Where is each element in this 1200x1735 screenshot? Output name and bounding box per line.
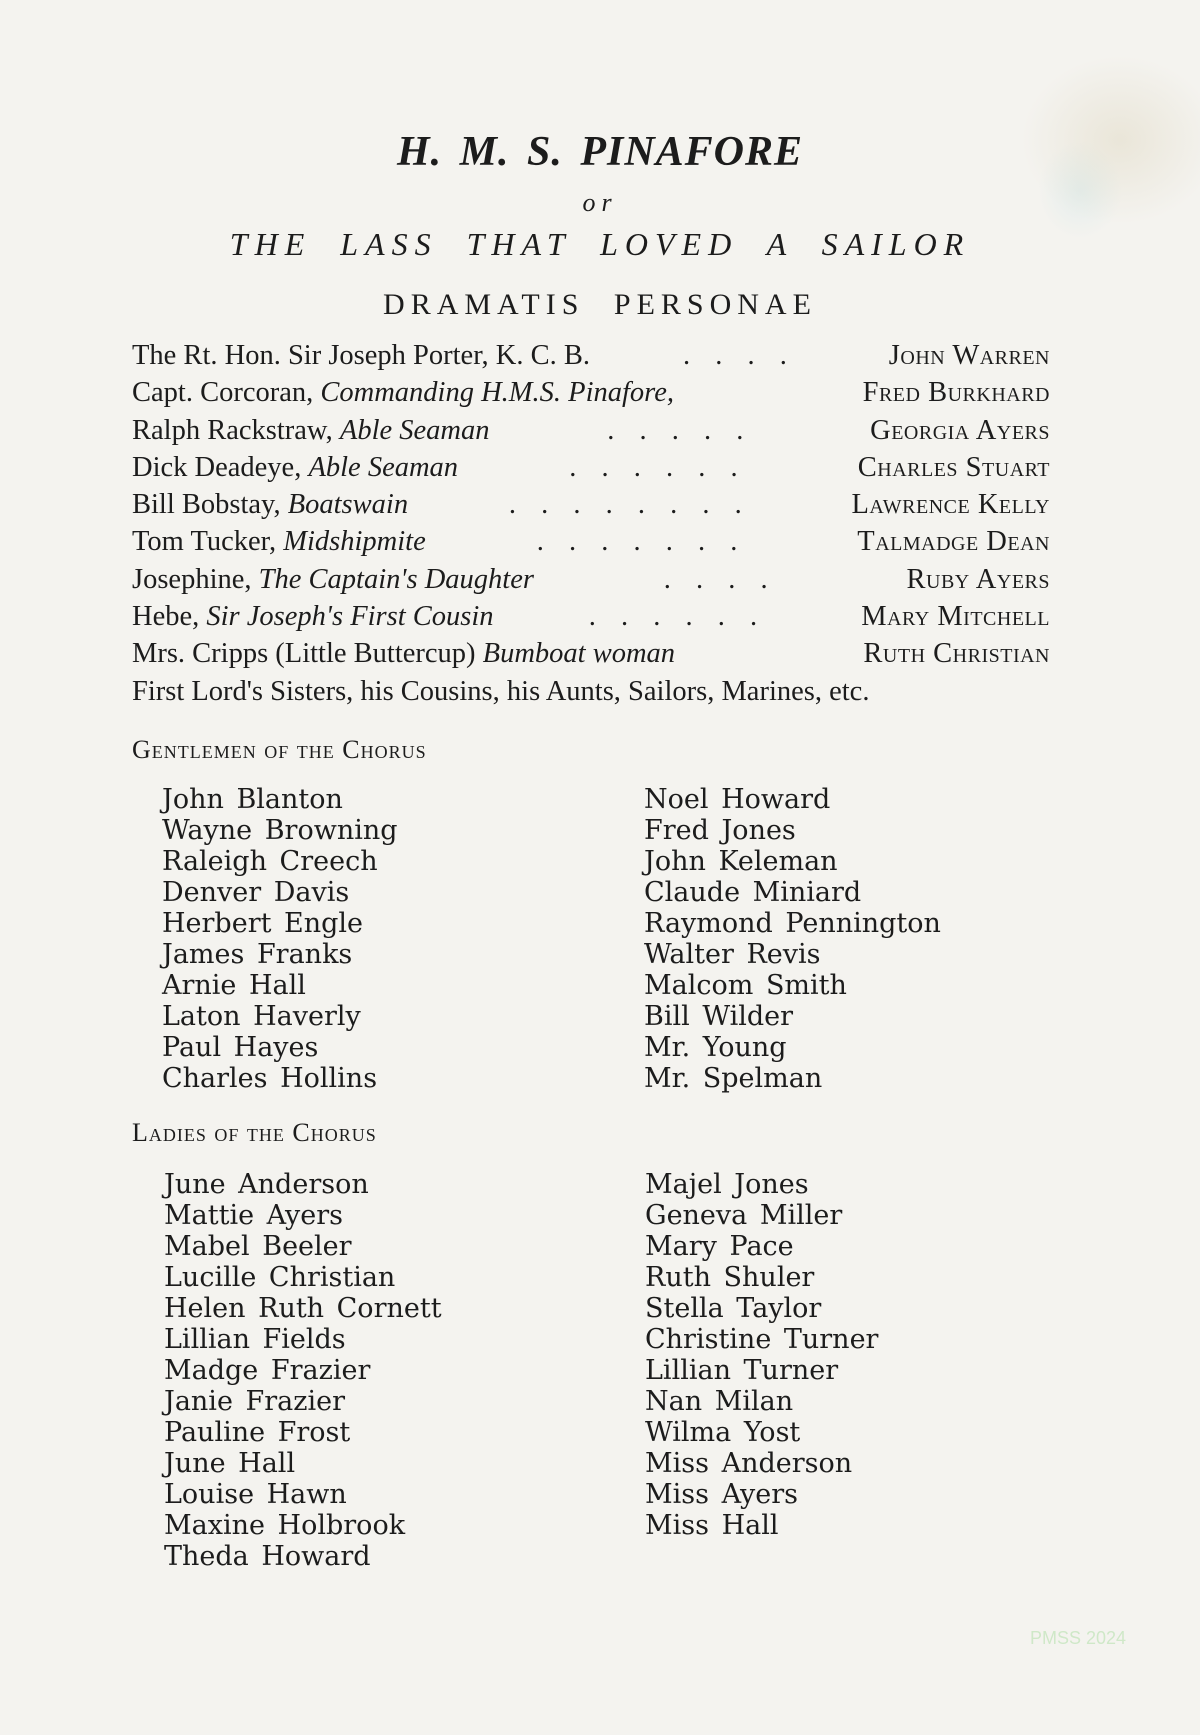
- cast-row: [132, 601, 1050, 638]
- cast-actor: Mary Mitchell: [861, 601, 1050, 633]
- gentlemen-chorus-heading: Gentlemen of the Chorus: [132, 735, 427, 764]
- ladies-chorus-heading: Ladies of the Chorus: [132, 1118, 377, 1147]
- leader-dots: . . . . . . .: [536, 526, 747, 558]
- chorus-member: Maxine Holbrook: [164, 1510, 406, 1541]
- chorus-member: Charles Hollins: [162, 1063, 378, 1094]
- cast-actor: Ruby Ayers: [906, 563, 1050, 595]
- chorus-member: Noel Howard: [644, 784, 831, 815]
- leader-dots: . . . .: [682, 340, 796, 371]
- chorus-member: Christine Turner: [645, 1324, 879, 1355]
- cast-role: Tom Tucker, Midshipmite: [132, 526, 426, 558]
- chorus-member: Nan Milan: [645, 1386, 794, 1417]
- chorus-member: Janie Frazier: [164, 1386, 345, 1417]
- chorus-member: Mary Pace: [645, 1231, 794, 1262]
- chorus-member: Miss Hall: [645, 1510, 779, 1541]
- watermark: PMSS 2024: [1030, 1628, 1127, 1648]
- chorus-member: Mattie Ayers: [164, 1200, 344, 1231]
- dramatis-personae-heading: DRAMATIS PERSONAE: [383, 288, 817, 321]
- chorus-member: Mr. Young: [644, 1032, 787, 1063]
- leader-dots: . . . . . .: [569, 451, 747, 483]
- chorus-member: Miss Ayers: [645, 1479, 798, 1510]
- chorus-member: John Blanton: [162, 784, 343, 815]
- ladies-chorus-left-column: [164, 1169, 442, 1572]
- chorus-member: Stella Taylor: [645, 1293, 822, 1324]
- chorus-member: Pauline Frost: [164, 1417, 351, 1448]
- chorus-member: June Anderson: [164, 1169, 369, 1200]
- cast-row: [132, 452, 1050, 489]
- gentlemen-chorus-left-column: [162, 784, 398, 1094]
- chorus-member: Raleigh Creech: [162, 846, 378, 877]
- cast-actor: Charles Stuart: [857, 451, 1050, 483]
- chorus-member: Laton Haverly: [162, 1001, 361, 1032]
- chorus-member: Louise Hawn: [164, 1479, 347, 1510]
- leader-dots: . . . . . . . .: [508, 489, 751, 521]
- gentlemen-chorus-right-column: [644, 784, 941, 1094]
- chorus-member: Raymond Pennington: [644, 908, 941, 939]
- cast-row: [132, 377, 1050, 414]
- cast-actor: Fred Burkhard: [862, 377, 1050, 409]
- chorus-member: Madge Frazier: [164, 1355, 371, 1386]
- chorus-member: John Keleman: [644, 846, 838, 877]
- cast-role: Dick Deadeye, Able Seaman: [132, 451, 459, 483]
- cast-row: [132, 340, 1050, 377]
- leader-dots: . . . .: [663, 563, 777, 595]
- chorus-member: Wilma Yost: [645, 1417, 801, 1448]
- chorus-member: Lillian Turner: [645, 1355, 839, 1386]
- chorus-member: Fred Jones: [644, 815, 796, 846]
- chorus-member: Paul Hayes: [162, 1032, 319, 1063]
- chorus-member: Wayne Browning: [162, 815, 398, 846]
- page-subtitle: THE LASS THAT LOVED A SAILOR: [229, 226, 971, 262]
- cast-role: Hebe, Sir Joseph's First Cousin: [132, 601, 494, 633]
- chorus-member: Theda Howard: [164, 1541, 371, 1572]
- cast-row: [132, 489, 1050, 526]
- cast-role: Capt. Corcoran, Commanding H.M.S. Pinafore,: [132, 377, 674, 409]
- cast-role: Ralph Rackstraw, Able Seaman: [132, 414, 490, 446]
- cast-actor: Talmadge Dean: [857, 526, 1050, 558]
- ladies-chorus-right-column: [645, 1169, 878, 1541]
- chorus-member: Claude Miniard: [644, 877, 862, 908]
- chorus-member: Denver Davis: [162, 877, 350, 908]
- chorus-member: Herbert Engle: [162, 908, 364, 939]
- page-title: H. M. S. PINAFORE: [396, 129, 804, 175]
- chorus-member: Geneva Miller: [645, 1200, 843, 1231]
- cast-role: The Rt. Hon. Sir Joseph Porter, K. C. B.: [132, 340, 591, 371]
- chorus-member: Arnie Hall: [162, 970, 306, 1001]
- cast-actor: Lawrence Kelly: [851, 489, 1050, 521]
- cast-actor: John Warren: [888, 340, 1050, 371]
- cast-note: First Lord's Sisters, his Cousins, his Aunts, Sailors, Marines, etc.: [132, 675, 870, 707]
- cast-row: [132, 526, 1050, 563]
- chorus-member: Bill Wilder: [644, 1001, 794, 1032]
- cast-row: [132, 638, 1050, 675]
- chorus-member: Lucille Christian: [164, 1262, 396, 1293]
- cast-role: Mrs. Cripps (Little Buttercup) Bumboat woman: [132, 638, 676, 670]
- chorus-member: Lillian Fields: [164, 1324, 346, 1355]
- cast-list: [132, 340, 1050, 713]
- chorus-member: Mr. Spelman: [644, 1063, 823, 1094]
- chorus-member: Miss Anderson: [645, 1448, 853, 1479]
- chorus-member: Majel Jones: [645, 1169, 809, 1200]
- cast-row: [132, 564, 1050, 601]
- cast-row: [132, 415, 1050, 452]
- chorus-member: Malcom Smith: [644, 970, 847, 1001]
- chorus-member: Mabel Beeler: [164, 1231, 352, 1262]
- title-conjunction: or: [582, 188, 618, 217]
- chorus-member: James Franks: [162, 939, 353, 970]
- cast-actor: Ruth Christian: [863, 638, 1050, 670]
- leader-dots: . . . . .: [607, 414, 753, 446]
- chorus-member: Ruth Shuler: [645, 1262, 815, 1293]
- cast-role: Josephine, The Captain's Daughter: [132, 563, 534, 595]
- chorus-member: Walter Revis: [644, 939, 821, 970]
- chorus-member: June Hall: [164, 1448, 296, 1479]
- leader-dots: . . . . . .: [588, 601, 767, 633]
- cast-actor: Georgia Ayers: [870, 414, 1050, 446]
- cast-role: Bill Bobstay, Boatswain: [132, 489, 409, 521]
- chorus-member: Helen Ruth Cornett: [164, 1293, 442, 1324]
